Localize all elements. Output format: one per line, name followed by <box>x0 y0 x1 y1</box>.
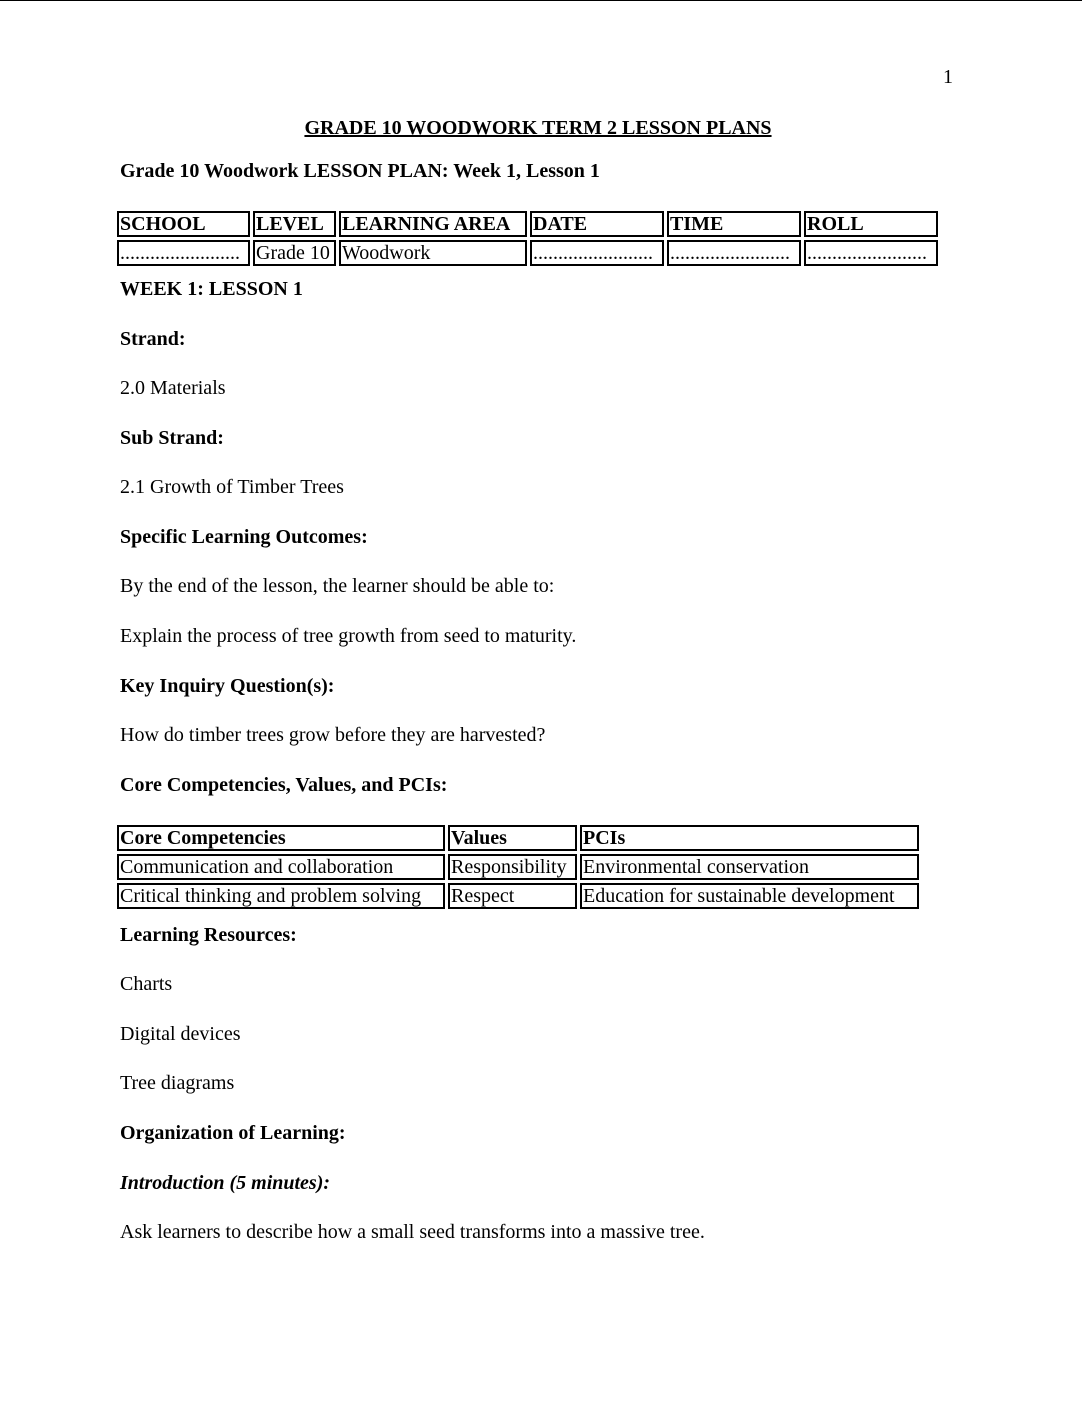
learning-resources-label: Learning Resources: <box>120 924 297 946</box>
competency-cell: Critical thinking and problem solving <box>117 883 445 909</box>
resource-item: Tree diagrams <box>120 1072 235 1094</box>
page-top-border <box>0 0 1082 1</box>
table-header-row <box>117 211 938 237</box>
table-row <box>117 854 919 880</box>
week-heading: WEEK 1: LESSON 1 <box>120 278 303 300</box>
pci-cell: Environmental conservation <box>580 854 919 880</box>
value-cell: Respect <box>448 883 577 909</box>
roll-value: ........................ <box>804 240 938 266</box>
key-inquiry-value: How do timber trees grow before they are harvested? <box>120 724 546 746</box>
pci-cell: Education for sustainable development <box>580 883 919 909</box>
header-values: Values <box>448 825 577 851</box>
date-value: ........................ <box>530 240 664 266</box>
table-row <box>117 883 919 909</box>
slo-item: Explain the process of tree growth from seed to maturity. <box>120 625 577 647</box>
school-value: ........................ <box>117 240 250 266</box>
header-pcis: PCIs <box>580 825 919 851</box>
sub-strand-value: 2.1 Growth of Timber Trees <box>120 476 344 498</box>
lesson-info-table <box>114 208 941 269</box>
table-row <box>117 240 938 266</box>
organization-label: Organization of Learning: <box>120 1122 346 1144</box>
sub-strand-label: Sub Strand: <box>120 427 224 449</box>
header-core-competencies: Core Competencies <box>117 825 445 851</box>
level-value: Grade 10 <box>253 240 336 266</box>
learning-area-value: Woodwork <box>339 240 527 266</box>
time-value: ........................ <box>667 240 801 266</box>
table-header-row <box>117 825 919 851</box>
competencies-label: Core Competencies, Values, and PCIs: <box>120 774 448 796</box>
slo-label: Specific Learning Outcomes: <box>120 526 368 548</box>
key-inquiry-label: Key Inquiry Question(s): <box>120 675 335 697</box>
competency-cell: Communication and collaboration <box>117 854 445 880</box>
lesson-plan-heading: Grade 10 Woodwork LESSON PLAN: Week 1, Lesson 1 <box>120 160 600 182</box>
introduction-text: Ask learners to describe how a small seed transforms into a massive tree. <box>120 1221 705 1243</box>
header-school: SCHOOL <box>117 211 250 237</box>
header-level: LEVEL <box>253 211 336 237</box>
value-cell: Responsibility <box>448 854 577 880</box>
header-date: DATE <box>530 211 664 237</box>
document-title: GRADE 10 WOODWORK TERM 2 LESSON PLANS <box>304 117 772 139</box>
resource-item: Charts <box>120 973 173 995</box>
header-learning-area: LEARNING AREA <box>339 211 527 237</box>
slo-intro: By the end of the lesson, the learner should be able to: <box>120 575 555 597</box>
strand-label: Strand: <box>120 328 186 350</box>
competencies-table <box>114 822 922 912</box>
introduction-label: Introduction (5 minutes): <box>120 1172 331 1194</box>
resource-item: Digital devices <box>120 1023 241 1045</box>
header-time: TIME <box>667 211 801 237</box>
page-number: 1 <box>943 66 953 88</box>
header-roll: ROLL <box>804 211 938 237</box>
strand-value: 2.0 Materials <box>120 377 226 399</box>
